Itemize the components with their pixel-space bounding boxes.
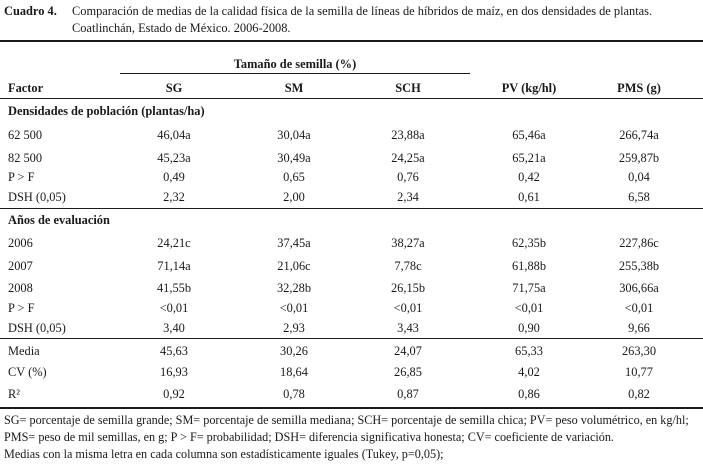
cell-sg: 0,49 [163,170,185,184]
section-title: Densidades de población (plantas/ha) [8,104,205,118]
cell-sg: 3,40 [163,321,185,335]
row-label: CV (%) [8,365,47,379]
cell-sm: 0,78 [283,387,305,401]
cell-sg: 16,93 [160,365,188,379]
cell-sm: 2,00 [283,190,305,204]
row-label: 2007 [8,259,33,273]
cell-sch: 38,27a [391,236,425,250]
column-header-sm: SM [284,81,304,95]
cell-sch: 26,85 [394,365,422,379]
cell-pv: 0,86 [518,387,540,401]
cell-sg: 46,04a [157,128,191,142]
cell-pms: 0,04 [628,170,650,184]
bottom-rule [0,407,703,409]
row-label: P > F [8,301,35,315]
row-label: P > F [8,170,35,184]
cell-pms: 10,77 [625,365,653,379]
cell-pv: 65,33 [515,344,543,358]
row-label: 82 500 [8,151,43,165]
cell-sm: 32,28b [276,281,312,295]
cell-pv: 0,61 [518,190,540,204]
cell-pv: 71,75a [512,281,546,295]
cell-sch: 3,43 [397,321,419,335]
cell-sg: 41,55b [156,281,192,295]
factor-header: Factor [8,81,44,95]
cell-pv: <0,01 [514,301,544,315]
cell-pms: 306,66a [619,281,659,295]
column-header-pms: PMS (g) [617,81,661,95]
cell-sg: 71,14a [157,259,191,273]
row-label: 2008 [8,281,33,295]
cell-pv: 62,35b [511,236,547,250]
cell-pv: 61,88b [511,259,547,273]
cell-pv: 0,90 [518,321,540,335]
header-rule [0,98,703,99]
row-label: DSH (0,05) [8,321,66,335]
cell-sg: <0,01 [159,301,189,315]
row-label: Media [8,344,40,358]
cell-sch: 24,07 [394,344,422,358]
cell-sm: 21,06c [277,259,311,273]
table-footnotes [4,412,702,463]
top-rule [0,40,703,42]
cell-pv: 65,21a [512,151,546,165]
caption-text: Comparación de medias de la calidad física de la semilla de líneas de híbridos de maíz, en dos densidades de plantas. Coatlinchán, Estado de México. 2006-2008. [72,4,653,35]
summary-rule [0,338,703,339]
cell-sch: <0,01 [393,301,423,315]
cell-sch: 0,76 [397,170,419,184]
footnote-tukey: Medias con la misma letra en cada columna son estadísticamente iguales (Tukey, p=0,05); [4,447,444,461]
cell-pms: 263,30 [621,344,657,358]
cell-pms: 6,58 [628,190,650,204]
cell-sm: 0,65 [283,170,305,184]
cell-sg: 2,32 [163,190,185,204]
column-header-pv: PV (kg/hl) [501,81,557,95]
cell-sg: 0,92 [163,387,185,401]
group-rule [120,73,470,74]
cell-sm: <0,01 [279,301,309,315]
cell-sch: 26,15b [390,281,426,295]
row-label: R² [8,387,20,401]
cell-sm: 30,49a [277,151,311,165]
cell-sm: 2,93 [283,321,305,335]
cell-sch: 2,34 [397,190,419,204]
section-rule [0,208,703,209]
column-header-sg: SG [165,81,183,95]
cell-sch: 0,87 [397,387,419,401]
cell-sm: 30,04a [277,128,311,142]
cell-sm: 30,26 [280,344,308,358]
cell-pms: 266,74a [619,128,659,142]
cell-pms: <0,01 [624,301,654,315]
cell-pms: 9,66 [628,321,650,335]
cell-sg: 45,63 [160,344,188,358]
cell-pms: 0,82 [628,387,650,401]
section-title: Años de evaluación [8,213,110,227]
cell-sg: 45,23a [157,151,191,165]
cell-pv: 4,02 [518,365,540,379]
cell-pms: 259,87b [618,151,660,165]
cell-sch: 7,78c [394,259,422,273]
column-header-sch: SCH [395,81,421,95]
footnote-abbreviations: SG= porcentaje de semilla grande; SM= porcentaje de semilla mediana; SCH= porcentaje de semilla chica; PV= peso volumétrico, en kg/hl; PMS= peso de mil semillas, en g; P > F= probabilidad; DSH= diferencia significativa honesta; CV= coeficiente de variación. [4,413,689,444]
cell-sg: 24,21c [157,236,191,250]
cell-sm: 37,45a [277,236,311,250]
caption-number: Cuadro 4. [4,4,57,18]
row-label: 2006 [8,236,33,250]
cell-pv: 65,46a [512,128,546,142]
row-label: DSH (0,05) [8,190,66,204]
cell-sch: 23,88a [391,128,425,142]
group-header: Tamaño de semilla (%) [233,57,357,71]
cell-pv: 0,42 [518,170,540,184]
cell-pms: 255,38b [618,259,660,273]
cell-sch: 24,25a [391,151,425,165]
cell-pms: 227,86c [619,236,659,250]
cell-sm: 18,64 [280,365,308,379]
row-label: 62 500 [8,128,43,142]
